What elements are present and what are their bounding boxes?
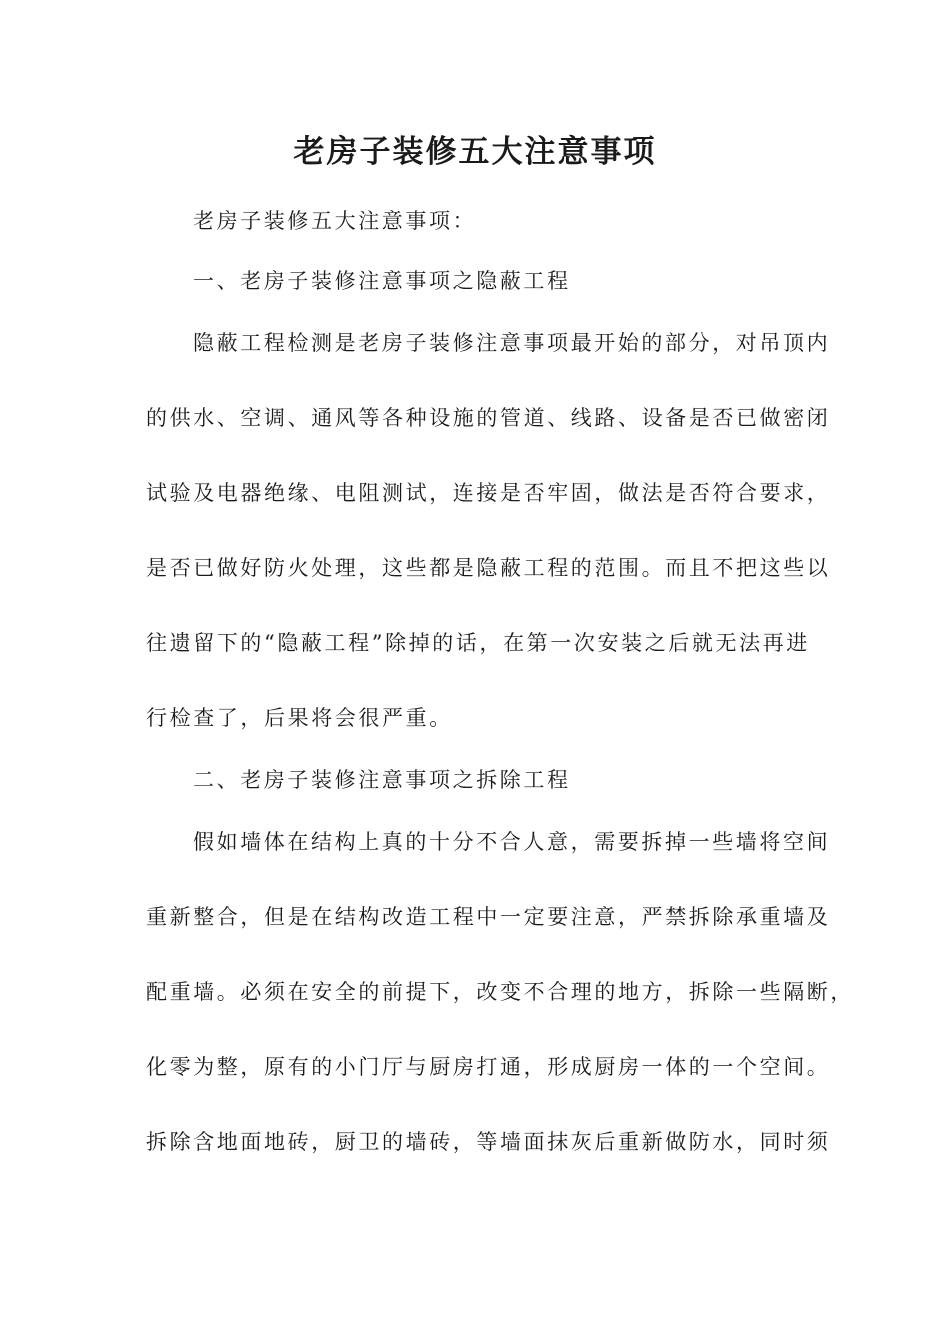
paragraph-1-line-5: 往遗留下的“隐蔽工程”除掉的话，在第一次安装之后就无法再进 [146, 631, 810, 655]
document-title: 老房子装修五大注意事项 [293, 134, 657, 170]
paragraph-1-line-1: 隐蔽工程检测是老房子装修注意事项最开始的部分，对吊顶内 [193, 331, 831, 355]
section-heading-1: 一、老房子装修注意事项之隐蔽工程 [193, 269, 571, 293]
paragraph-1-line-3: 试验及电器绝缘、电阻测试，连接是否牢固，做法是否符合要求， [146, 481, 831, 505]
paragraph-2-line-2: 重新整合，但是在结构改造工程中一定要注意，严禁拆除承重墙及 [146, 905, 831, 929]
paragraph-2-line-4: 化零为整，原有的小门厅与厨房打通，形成厨房一体的一个空间。 [146, 1055, 831, 1079]
paragraph-2-line-1: 假如墙体在结构上真的十分不合人意，需要拆掉一些墙将空间 [193, 830, 831, 854]
intro-line: 老房子装修五大注意事项： [193, 209, 477, 233]
paragraph-2-line-5: 拆除含地面地砖，厨卫的墙砖，等墙面抹灰后重新做防水，同时须 [146, 1130, 831, 1154]
paragraph-1-line-2: 的供水、空调、通风等各种设施的管道、线路、设备是否已做密闭 [146, 406, 831, 430]
paragraph-2-line-3: 配重墙。必须在安全的前提下，改变不合理的地方，拆除一些隔断， [146, 980, 854, 1004]
paragraph-1-line-6: 行检查了，后果将会很严重。 [146, 706, 453, 730]
paragraph-1-line-4: 是否已做好防火处理，这些都是隐蔽工程的范围。而且不把这些以 [146, 556, 831, 580]
section-heading-2: 二、老房子装修注意事项之拆除工程 [193, 768, 571, 792]
